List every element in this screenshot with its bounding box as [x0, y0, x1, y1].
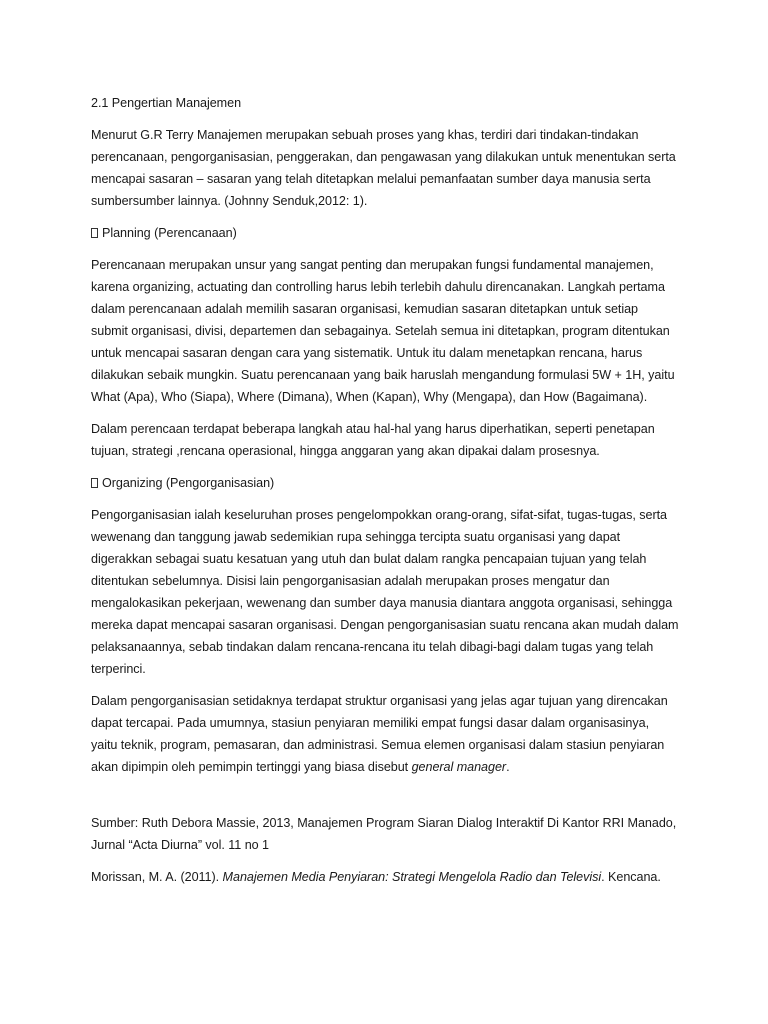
text-line: terperinci.: [91, 662, 146, 676]
text-line: mengalokasikan pekerjaan, wewenang dan sumber daya manusia diantara anggota organisasi, sehingga: [91, 596, 673, 610]
organizing-title: Organizing (Pengorganisasian): [102, 476, 275, 490]
organizing-paragraph-2: [91, 690, 680, 778]
text-segment: . Kencana.: [601, 870, 661, 884]
text-line: Perencanaan merupakan unsur yang sangat penting dan merupakan fungsi fundamental manajemen,: [91, 258, 654, 272]
text-line: Pengorganisasian ialah keseluruhan proses pengelompokkan orang-orang, sifat-sifat, tugas-tugas, serta: [91, 508, 668, 522]
text-line: dapat tercapai. Pada umumnya, stasiun penyiaran memiliki empat fungsi dasar dalam organisasinya,: [91, 716, 650, 730]
text-line: submit organisasi, divisi, departemen dan sebagainya. Setelah semua ini ditetapkan, program ditentukan: [91, 324, 670, 338]
text-line: digerakkan sebagai suatu kesatuan yang utuh dan bulat dalam rangka pencapaian tujuan yang telah: [91, 552, 647, 566]
text-line: Jurnal “Acta Diurna” vol. 11 no 1: [91, 838, 270, 852]
planning-paragraph-2: [91, 418, 680, 462]
text-line: yaitu teknik, program, pemasaran, dan administrasi. Semua elemen organisasi dalam stasiun penyiaran: [91, 738, 665, 752]
planning-heading: [91, 222, 680, 244]
text-segment: .: [506, 760, 510, 774]
text-line: mencapai sasaran – sasaran yang telah ditetapkan melalui pemanfaatan sumber daya manusia serta: [91, 172, 651, 186]
text-line: Menurut G.R Terry Manajemen merupakan sebuah proses yang khas, terdiri dari tindakan-tindakan: [91, 128, 639, 142]
text-line: Sumber: Ruth Debora Massie, 2013, Manajemen Program Siaran Dialog Interaktif Di Kantor RRI Manado,: [91, 816, 677, 830]
text-segment: akan dipimpin oleh pemimpin tertinggi yang biasa disebut: [91, 760, 412, 774]
planning-paragraph-1: [91, 254, 680, 408]
organizing-paragraph-1: [91, 504, 680, 680]
text-line: dilakukan sebaik mungkin. Suatu perencanaan yang baik haruslah mengandung formulasi 5W + 1H, yaitu: [91, 368, 675, 382]
source-citation-1: [91, 812, 680, 856]
intro-paragraph: [91, 124, 680, 212]
text-line: mereka dapat mencapai sasaran organisasi. Dengan pengorganisasian suatu rencana akan mudah dalam: [91, 618, 679, 632]
text-line: dalam perencanaan adalah memilih sasaran organisasi, kemudian sasaran ditetapkan untuk setiap: [91, 302, 639, 316]
section-heading: 2.1 Pengertian Manajemen: [91, 96, 242, 110]
text-line: What (Apa), Who (Siapa), Where (Dimana), When (Kapan), Why (Mengapa), dan How (Bagaimana).: [91, 390, 648, 404]
italic-term: general manager: [411, 760, 507, 774]
text-line: Dalam pengorganisasian setidaknya terdapat struktur organisasi yang jelas agar tujuan yang direncakan: [91, 694, 668, 708]
text-line: perencanaan, pengorganisasian, penggerakan, dan pengawasan yang dilakukan untuk menentukan serta: [91, 150, 676, 164]
text-line: sumbersumber lainnya. (Johnny Senduk,2012: 1).: [91, 194, 368, 208]
text-line: pelaksanaannya, sebab tindakan dalam rencana-rencana itu telah dibagi-bagi dalam tugas yang telah: [91, 640, 654, 654]
text-line: tujuan, strategi ,rencana operasional, hingga anggaran yang akan dipakai dalam prosesnya.: [91, 444, 600, 458]
book-title: Manajemen Media Penyiaran: Strategi Mengelola Radio dan Televisi: [222, 870, 602, 884]
source-citation-2: [91, 866, 680, 888]
text-line: Dalam perencaan terdapat beberapa langkah atau hal-hal yang harus diperhatikan, seperti penetapan: [91, 422, 655, 436]
bullet-box-icon: [91, 228, 98, 238]
text-line: ditentukan sebelumnya. Disisi lain pengorganisasian adalah merupakan proses mengatur dan: [91, 574, 610, 588]
planning-title: Planning (Perencanaan): [102, 226, 237, 240]
text-line: untuk mencapai sasaran dengan cara yang sistematik. Untuk itu dalam menetapkan rencana, harus: [91, 346, 643, 360]
text-line: karena organizing, actuating dan controlling harus lebih terlebih dahulu direncanakan. Langkah pertama: [91, 280, 665, 294]
text-line: wewenang dan tanggung jawab sedemikian rupa sehingga tercipta suatu organisasi yang dapat: [91, 530, 621, 544]
organizing-heading: [91, 472, 680, 494]
bullet-box-icon: [91, 478, 98, 488]
text-segment: Morissan, M. A. (2011).: [91, 870, 223, 884]
text-line: [91, 756, 680, 778]
